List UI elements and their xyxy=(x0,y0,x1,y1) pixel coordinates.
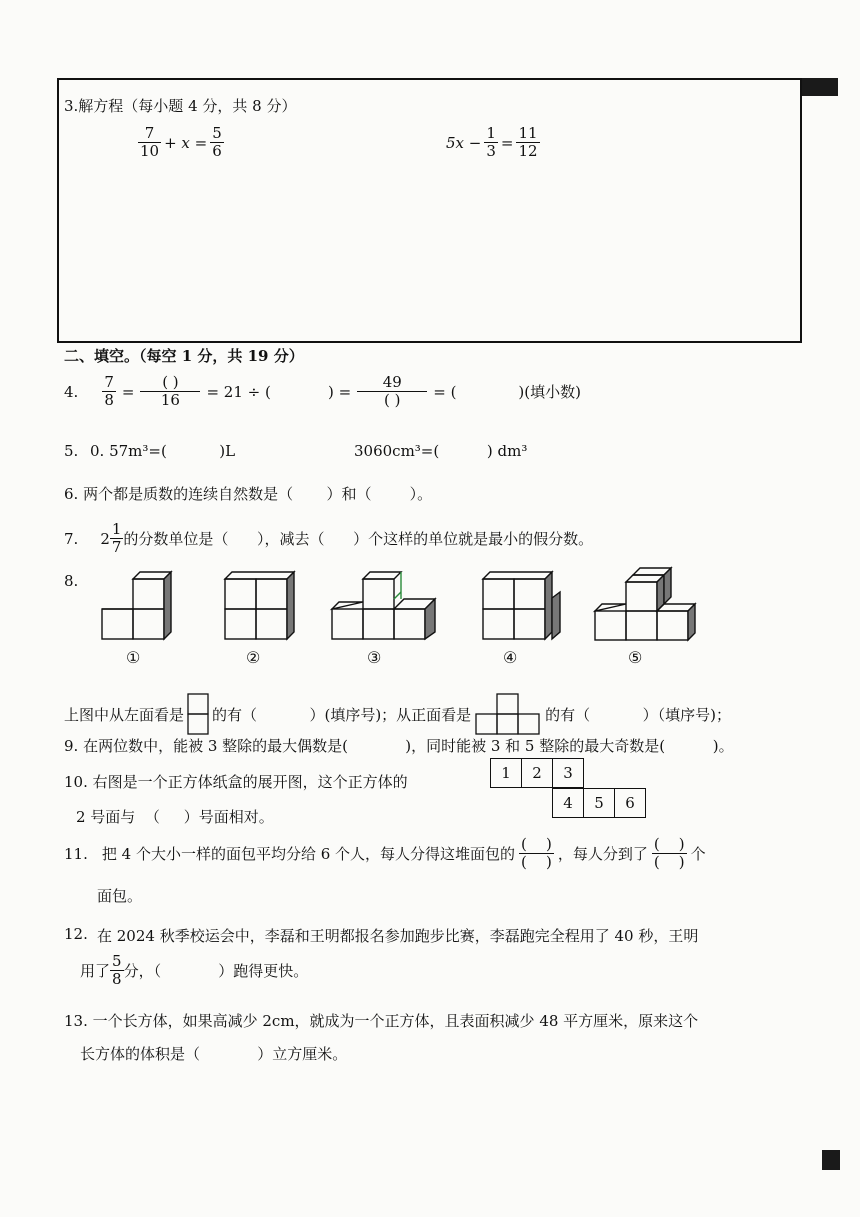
question-8-text: 上图中从左面看是 的有（ ）(填序号)；从正面看是 的有（ ）（填序号)； xyxy=(64,692,731,736)
left-view-shape-icon xyxy=(186,692,210,736)
net-cell: 2 xyxy=(521,758,553,788)
section-2-title: 二、填空。（每空 1 分，共 19 分） xyxy=(64,347,304,365)
question-13-line1: 13. 一个长方体，如果高减少 2cm，就成为一个正方体，且表面积减少 48 平方厘米，原来这个 xyxy=(64,1012,699,1030)
net-cell: 4 xyxy=(552,788,584,818)
question-4: 4. $\frac{7}{8}$ = $\frac{( )}{16}$ = 21 ÷ ( ) = $\frac{49}{( )}$ = ( )(填小数) xyxy=(64,373,581,409)
cube-figure-2 xyxy=(225,572,294,639)
question-6: 6. 两个都是质数的连续自然数是（ ）和（ ）。 xyxy=(64,485,433,503)
fraction: $\frac{5}{8}$ xyxy=(112,952,122,988)
fraction: $\frac{5}{6}$ xyxy=(212,124,222,160)
net-cell: 5 xyxy=(583,788,615,818)
question-12-line2: 用了 $\frac{5}{8}$ 分，（ ）跑得更快。 xyxy=(80,952,309,988)
equation-1: $\frac{7}{10}$ + x = $\frac{5}{6}$ xyxy=(140,124,222,160)
question-3-title: 3.解方程（每小题 4 分，共 8 分） xyxy=(64,97,297,115)
figure-label-2: ② xyxy=(246,648,261,667)
cube-figure-4 xyxy=(483,572,560,639)
net-cell: 3 xyxy=(552,758,584,788)
net-cell: 6 xyxy=(614,788,646,818)
question-5-a: 0. 57m³=( )L xyxy=(90,442,236,460)
figure-label-3: ③ xyxy=(367,648,382,667)
cube-figure-3 xyxy=(332,572,435,639)
fraction-blank: $\frac{( )}{( )}$ xyxy=(653,835,685,871)
cube-figure-5 xyxy=(595,568,695,640)
fraction-blank: $\frac{( )}{( )}$ xyxy=(521,835,552,871)
fraction: $\frac{1}{7}$ xyxy=(111,520,122,556)
fraction: $\frac{11}{12}$ xyxy=(518,124,538,160)
cube-net xyxy=(490,758,646,822)
question-10-line1: 10. 右图是一个正方体纸盒的展开图，这个正方体的 xyxy=(64,773,408,791)
question-12-line1: 在 2024 秋季校运会中，李磊和王明都报名参加跑步比赛，李磊跑完全程用了 40 秒，王明 xyxy=(97,927,699,945)
question-10-line2: 2 号面与 （ ）号面相对。 xyxy=(76,808,274,826)
figure-label-5: ⑤ xyxy=(628,648,643,667)
question-11-line2: 面包。 xyxy=(97,887,143,905)
equation-2: 5x − $\frac{1}{3}$ = $\frac{11}{12}$ xyxy=(446,124,538,160)
cube-figure-1 xyxy=(102,572,171,639)
scan-marker-bottom xyxy=(822,1150,840,1170)
front-view-shape-icon xyxy=(475,692,541,736)
question-5-b: 3060cm³=( ) dm³ xyxy=(354,442,528,460)
fraction: $\frac{7}{10}$ xyxy=(140,124,160,160)
fraction-blank: $\frac{49}{( )}$ xyxy=(357,374,427,409)
fraction: $\frac{7}{8}$ xyxy=(104,373,114,409)
question-8-num: 8. xyxy=(64,572,79,590)
fraction-blank: $\frac{( )}{16}$ xyxy=(140,374,200,409)
fraction: $\frac{1}{3}$ xyxy=(486,124,496,160)
question-7: 7. 2 $\frac{1}{7}$ 的分数单位是（ ），减去（ ）个这样的单位就是最小的假分数。 xyxy=(64,520,594,556)
figure-label-1: ① xyxy=(126,648,141,667)
question-12-num: 12. xyxy=(64,925,88,943)
net-cell: 1 xyxy=(490,758,522,788)
question-11: 11. 把 4 个大小一样的面包平均分给 6 个人，每人分得这堆面包的 $\frac{( )}{( )}$ ，每人分到了 $\frac{( )}{( )}$ 个 xyxy=(64,835,706,871)
question-5-num: 5. xyxy=(64,442,79,460)
question-13-line2: 长方体的体积是（ ）立方厘米。 xyxy=(80,1045,348,1063)
question-9: 9. 在两位数中，能被 3 整除的最大偶数是( )，同时能被 3 和 5 整除的最大奇数是( )。 xyxy=(64,737,734,755)
figure-label-4: ④ xyxy=(503,648,518,667)
